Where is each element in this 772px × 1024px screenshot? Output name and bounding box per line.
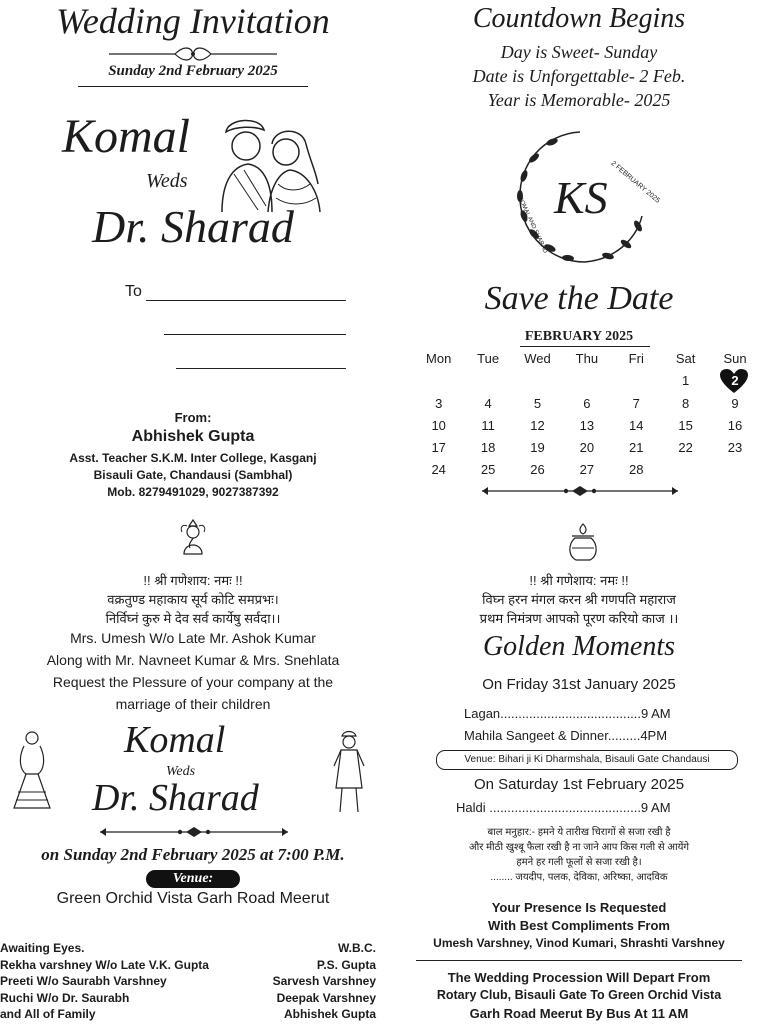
weekday-mon: Mon — [426, 351, 452, 366]
right-panel-lower — [386, 0, 772, 1024]
weekday-tue: Tue — [477, 351, 500, 366]
awaiting-line-5: and All of Family — [0, 1007, 96, 1021]
bride-name-2: Komal — [124, 719, 226, 761]
ceremony-time: on Sunday 2nd February 2025 at 7:00 P.M. — [41, 845, 345, 864]
calendar-day: 11 — [481, 418, 495, 433]
countdown-line-3: Year is Memorable- 2025 — [487, 90, 671, 110]
calendar-day: 7 — [632, 396, 640, 411]
calendar-day: 4 — [484, 396, 492, 411]
calendar-day: 13 — [579, 418, 595, 433]
calendar-day: 5 — [533, 396, 542, 411]
bal-manuhar-2: और मीठी खुश्बू फैला रखी है ना जाने आप किस गली से आयेंगे — [468, 842, 690, 853]
calendar-day: 19 — [530, 440, 545, 455]
bride-name: Komal — [62, 110, 191, 163]
calendar-day: 3 — [435, 396, 443, 411]
ganesha-icon — [178, 518, 208, 556]
calendar-day: 22 — [678, 440, 693, 455]
monogram-date: 2 FEBRUARY 2025 — [609, 160, 661, 205]
from-name: Abhishek Gupta — [131, 428, 255, 445]
venue-name: Green Orchid Vista Garh Road Meerut — [56, 890, 330, 907]
groom-name: Dr. Sharad — [92, 201, 294, 252]
awaiting-line-2: Rekha varshney W/o Late V.K. Gupta — [0, 957, 209, 972]
calendar-day: 9 — [731, 396, 739, 411]
event-day-1: On Friday 31st January 2025 — [482, 676, 676, 693]
save-the-date: Save the Date — [484, 280, 674, 317]
weekday-sat: Sat — [675, 351, 696, 366]
bal-manuhar-4: ........ जयदीप, पलक, देविका, अरिष्का, आदविक — [490, 872, 668, 883]
calendar-day: 25 — [480, 462, 496, 477]
awaiting-line-1: Awaiting Eyes. — [0, 941, 85, 955]
couple-illustration-icon — [214, 114, 326, 214]
calendar-day-highlighted: 2 — [731, 373, 739, 388]
from-label: From: — [174, 410, 212, 425]
groom-name-2: Dr. Sharad — [92, 777, 259, 819]
mantra-right-line-2: प्रथम निमंत्रण आपको पूरण करियो काज ।। — [479, 611, 679, 626]
wbc-line-2: P.S. Gupta — [316, 957, 376, 972]
venue-label: Venue: — [172, 871, 214, 886]
address-line-3[interactable] — [176, 368, 346, 369]
from-address-1: Asst. Teacher S.K.M. Inter College, Kasganj — [69, 451, 317, 465]
awaiting-line-4: Ruchi W/o Dr. Saurabh — [0, 990, 130, 1005]
calendar-day: 27 — [579, 462, 595, 477]
weds-label: Weds — [146, 170, 188, 192]
event-day-2: On Saturday 1st February 2025 — [473, 776, 685, 793]
groom-figure-icon — [328, 730, 368, 814]
bal-manuhar-3: हमने हर गली फूलों से सजा रखी है। — [516, 857, 642, 868]
presence-line-3: Umesh Varshney, Vinod Kumari, Shrashti Varshney — [433, 936, 725, 950]
wbc-list — [273, 940, 376, 1023]
venue-box-text: Venue: Bihari ji Ki Dharmshala, Bisauli Gate Chandausi — [464, 754, 710, 765]
presence-line-2: With Best Compliments From — [488, 918, 670, 933]
awaiting-line-3: Preeti W/o Saurabh Varshney — [0, 974, 167, 988]
weekday-wed: Wed — [524, 351, 551, 366]
calendar-day: 16 — [727, 418, 743, 433]
mantra-line-2: निर्विघ्नं कुरु मे देव सर्व कार्येषु सर्वदा।। — [105, 611, 281, 626]
monogram-names: KOMAL AND SHARAD — [516, 196, 548, 255]
calendar-day: 17 — [431, 440, 446, 455]
calendar-day: 20 — [579, 440, 595, 455]
event-lagan: Lagan.......................................9 AM — [464, 706, 671, 721]
calendar-day: 15 — [678, 418, 693, 433]
mantra-line-1: वक्रतुण्ड महाकाय सूर्य कोटि समप्रभः। — [107, 592, 279, 607]
weds-label-2: Weds — [166, 764, 196, 779]
presence-line-1: Your Presence Is Requested — [491, 900, 667, 915]
countdown-line-1: Day is Sweet- Sunday — [500, 42, 658, 62]
bal-manuhar-1: बाल मनुहार:- हमने ये तारीख चिरागों से सजा रखी है — [487, 827, 671, 838]
invitation-title: Wedding Invitation — [56, 1, 330, 41]
calendar-day: 23 — [727, 440, 743, 455]
calendar-day: 8 — [682, 396, 690, 411]
mantra-title-right: !! श्री गणेशाय: नमः !! — [529, 573, 629, 588]
procession-line-3: Garh Road Meerut By Bus At 11 AM — [469, 1006, 689, 1021]
calendar-day: 26 — [530, 462, 545, 477]
wbc-line-4: Deepak Varshney — [276, 990, 376, 1005]
golden-moments-title: Golden Moments — [482, 631, 676, 662]
weekday-fri: Fri — [628, 351, 644, 366]
calendar-day: 1 — [682, 373, 690, 388]
address-line-2[interactable] — [164, 334, 346, 335]
wbc-line-1: W.B.C. — [338, 941, 376, 955]
mantra-right-line-1: विघ्न हरन मंगल करन श्री गणपति महाराज — [482, 592, 676, 607]
countdown-title: Countdown Begins — [472, 3, 686, 34]
from-address-2: Bisauli Gate, Chandausi (Sambhal) — [93, 468, 293, 482]
weekday-thu: Thu — [575, 351, 599, 366]
calendar-day: 14 — [629, 418, 644, 433]
arrow-divider-icon — [478, 484, 682, 498]
calendar-day: 24 — [431, 462, 446, 477]
calendar-day: 10 — [431, 418, 446, 433]
from-phone: Mob. 8279491029, 9027387392 — [107, 485, 279, 499]
wbc-line-3: Sarvesh Varshney — [272, 974, 376, 988]
arrow-divider-icon — [96, 825, 292, 839]
kalash-icon — [566, 522, 600, 562]
address-line-1[interactable] — [146, 300, 346, 301]
procession-line-2: Rotary Club, Bisauli Gate To Green Orchid Vista — [436, 988, 722, 1002]
date-line: Sunday 2nd February 2025 — [108, 63, 278, 79]
bride-figure-icon — [10, 728, 54, 812]
mantra-title: !! श्री गणेशाय: नमः !! — [143, 573, 243, 588]
host-line-2: Along with Mr. Navneet Kumar & Mrs. Snehlata — [46, 652, 340, 668]
calendar-day: 12 — [530, 418, 545, 433]
procession-line-1: The Wedding Procession Will Depart From — [447, 970, 711, 985]
host-line-3: Request the Plessure of your company at the — [52, 674, 334, 690]
date-underline — [78, 86, 308, 87]
calendar-month: FEBRUARY 2025 — [524, 329, 634, 344]
host-line-1: Mrs. Umesh W/o Late Mr. Ashok Kumar — [70, 630, 316, 646]
calendar-day: 6 — [583, 396, 591, 411]
event-haldi: Haldi ..........................................9 AM — [456, 800, 671, 815]
monogram-letters: KS — [554, 172, 608, 223]
wbc-line-5: Abhishek Gupta — [283, 1007, 376, 1021]
awaiting-list — [0, 940, 209, 1023]
to-label: To — [125, 283, 142, 300]
calendar-day: 28 — [629, 462, 644, 477]
countdown-line-2: Date is Unforgettable- 2 Feb. — [472, 66, 686, 86]
flourish-divider-icon — [105, 45, 281, 63]
host-line-4: marriage of their children — [115, 696, 271, 712]
event-sangeet: Mahila Sangeet & Dinner.........4PM — [464, 728, 668, 743]
weekday-sun: Sun — [723, 351, 747, 366]
calendar-day: 21 — [629, 440, 644, 455]
presence-underline — [416, 960, 742, 961]
calendar-day: 18 — [480, 440, 496, 455]
